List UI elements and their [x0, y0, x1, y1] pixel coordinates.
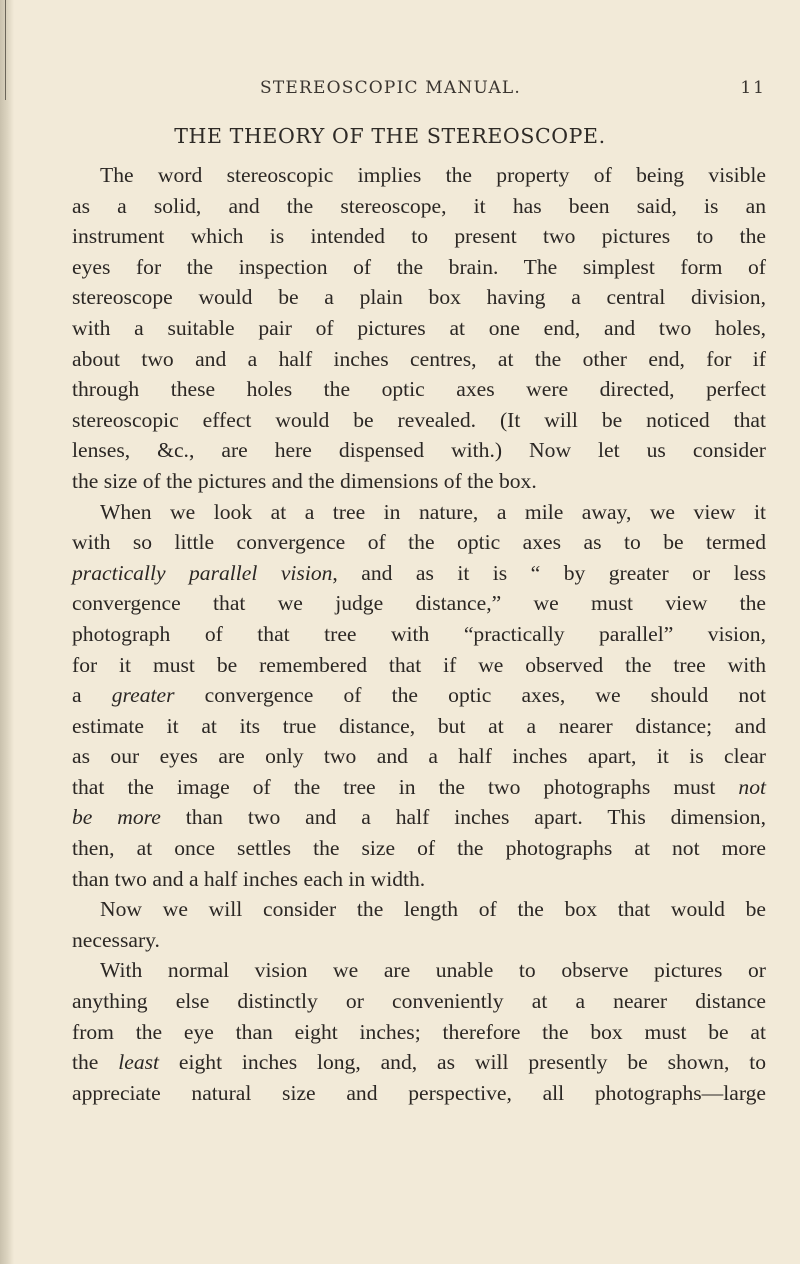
italic-emphasis: least — [118, 1050, 160, 1075]
text-line: stereoscope would be a plain box having a central division, — [72, 285, 766, 310]
text-line: necessary. — [72, 927, 160, 952]
running-title: STEREOSCOPIC MANUAL. — [260, 78, 522, 98]
text-line: stereoscopic effect would be revealed. (It will be noticed that — [72, 407, 766, 432]
text-line: When we look at a tree in nature, a mile away, we view it — [100, 499, 766, 524]
text-line: be more than two and a half inches apart. This dimension, — [72, 805, 767, 830]
italic-emphasis: greater — [111, 683, 175, 708]
italic-emphasis: practically parallel vision — [72, 560, 333, 585]
text-line: lenses, &c., are here dispensed with.) Now let us consider — [72, 438, 766, 463]
text-line: with so little convergence of the optic axes as to be termed — [72, 530, 766, 555]
text-line: for it must be remembered that if we observed the tree with — [72, 652, 766, 677]
text-line: The word stereoscopic implies the property of being visible — [100, 163, 766, 187]
text-line: a greater convergence of the optic axes, we should not — [72, 683, 767, 708]
text-line: Now we will consider the length of the box that would be — [100, 897, 766, 922]
running-header — [260, 78, 766, 104]
text-line: the size of the pictures and the dimensions of the box. — [72, 468, 537, 493]
text-line: anything else distinctly or conveniently at a nearer distance — [72, 989, 766, 1014]
text-line: then, at once settles the size of the photographs at not more — [72, 836, 766, 861]
text-line: instrument which is intended to present two pictures to the — [72, 224, 766, 249]
text-line: photograph of that tree with “practically parallel” vision, — [72, 621, 766, 646]
text-line: through these holes the optic axes were directed, perfect — [72, 377, 766, 402]
page-binding-shadow — [0, 0, 14, 1264]
text-line: the least eight inches long, and, as will presently be shown, to — [72, 1050, 767, 1075]
text-line: With normal vision we are unable to observe pictures or — [100, 958, 766, 983]
text-line: as our eyes are only two and a half inches apart, it is clear — [72, 744, 766, 769]
text-line: from the eye than eight inches; therefore the box must be at — [72, 1019, 766, 1044]
text-line: about two and a half inches centres, at the other end, for if — [72, 346, 766, 371]
text-line: that the image of the tree in the two photographs must not — [72, 774, 766, 799]
body-text — [72, 160, 766, 1108]
text-line: convergence that we judge distance,” we must view the — [72, 591, 766, 616]
text-line: estimate it at its true distance, but at a nearer distance; and — [72, 713, 766, 738]
text-line: as a solid, and the stereoscope, it has been said, is an — [72, 193, 766, 218]
text-line: eyes for the inspection of the brain. The simplest form of — [72, 254, 766, 279]
page-number: 11 — [740, 78, 766, 98]
binding-edge-line — [5, 0, 6, 100]
text-line: practically parallel vision, and as it is “ by greater or less — [72, 560, 766, 585]
text-line: than two and a half inches each in width. — [72, 866, 426, 891]
chapter-title: THE THEORY OF THE STEREOSCOPE. — [174, 124, 606, 148]
italic-emphasis: not — [738, 774, 766, 799]
text-line: with a suitable pair of pictures at one end, and two holes, — [72, 315, 766, 340]
text-line: appreciate natural size and perspective, all photographs—large — [72, 1080, 766, 1105]
italic-emphasis: be more — [72, 805, 161, 830]
